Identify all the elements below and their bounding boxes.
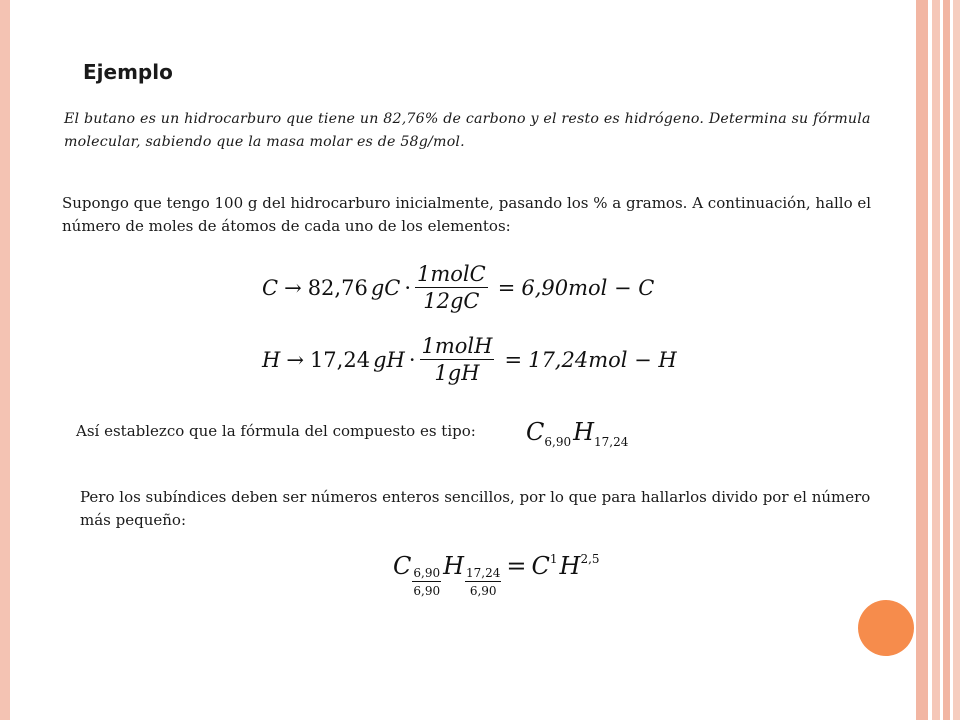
arrow-symbol: → <box>286 347 304 372</box>
slide-frame-right <box>916 0 960 720</box>
element-symbol: C <box>262 275 279 300</box>
carbon-symbol: C <box>393 552 412 580</box>
equation-hydrogen <box>262 334 677 385</box>
simplified-formula-equation <box>393 552 600 598</box>
mass-value: 82,76 <box>307 275 368 300</box>
carbon-symbol: C <box>526 418 545 446</box>
fraction-numerator: 1molC <box>417 262 486 286</box>
paragraph-setup: Supongo que tengo 100 g del hidrocarburo inicialmente, pasando los % a gramos. A continuación, hallo el número de moles de átomos de cada uno de los elementos: <box>62 194 872 235</box>
result-moles: 6,90mol − C <box>521 275 655 300</box>
mass-unit: gH <box>373 347 405 372</box>
hydrogen-symbol-result: H <box>559 552 581 580</box>
decorative-circle <box>858 600 914 656</box>
hydrogen-subscript-result: 2,5 <box>580 552 600 566</box>
problem-statement: El butano es un hidrocarburo que tiene un 82,76% de carbono y el resto es hidrógeno. Determina su fórmula molecular, sabiendo que la masa molar es de 58g/mol. <box>64 111 871 150</box>
equals-sign: = <box>504 347 523 372</box>
hydrogen-subscript-fraction <box>465 566 501 598</box>
hydrogen-symbol: H <box>443 552 465 580</box>
slide-frame-left <box>0 0 10 720</box>
paragraph-simplify: Pero los subíndices deben ser números enteros sencillos, por lo que para hallarlos divido por el número más pequeño: <box>80 488 871 529</box>
hydrogen-symbol: H <box>573 418 595 446</box>
mass-unit: gC <box>370 275 401 300</box>
paragraph-formula-type: Así establezco que la fórmula del compuesto es tipo: <box>76 422 476 440</box>
dot-operator: · <box>408 347 416 372</box>
carbon-subscript-fraction <box>412 566 441 598</box>
arrow-symbol: → <box>284 275 302 300</box>
carbon-subscript-result: 1 <box>549 552 558 566</box>
conversion-fraction <box>420 334 495 385</box>
dot-operator: · <box>404 275 412 300</box>
element-symbol: H <box>262 347 281 372</box>
slide-title: Ejemplo <box>83 60 173 84</box>
fraction-denominator: 6,90 <box>413 584 441 598</box>
result-moles: 17,24mol − H <box>528 347 677 372</box>
fraction-numerator: 1molH <box>421 334 493 358</box>
fraction-denominator: 1gH <box>434 361 480 385</box>
fraction-denominator: 6,90 <box>469 584 497 598</box>
fraction-numerator: 6,90 <box>413 566 441 580</box>
empirical-formula <box>526 418 628 449</box>
hydrogen-subscript: 17,24 <box>594 435 629 449</box>
conversion-fraction <box>415 262 488 313</box>
equation-carbon <box>262 262 654 313</box>
carbon-symbol-result: C <box>531 552 550 580</box>
fraction-numerator: 17,24 <box>466 566 501 580</box>
equals-sign: = <box>497 275 516 300</box>
fraction-denominator: 12gC <box>423 289 480 313</box>
equals-sign: = <box>506 552 527 580</box>
carbon-subscript: 6,90 <box>544 435 572 449</box>
mass-value: 17,24 <box>309 347 371 372</box>
